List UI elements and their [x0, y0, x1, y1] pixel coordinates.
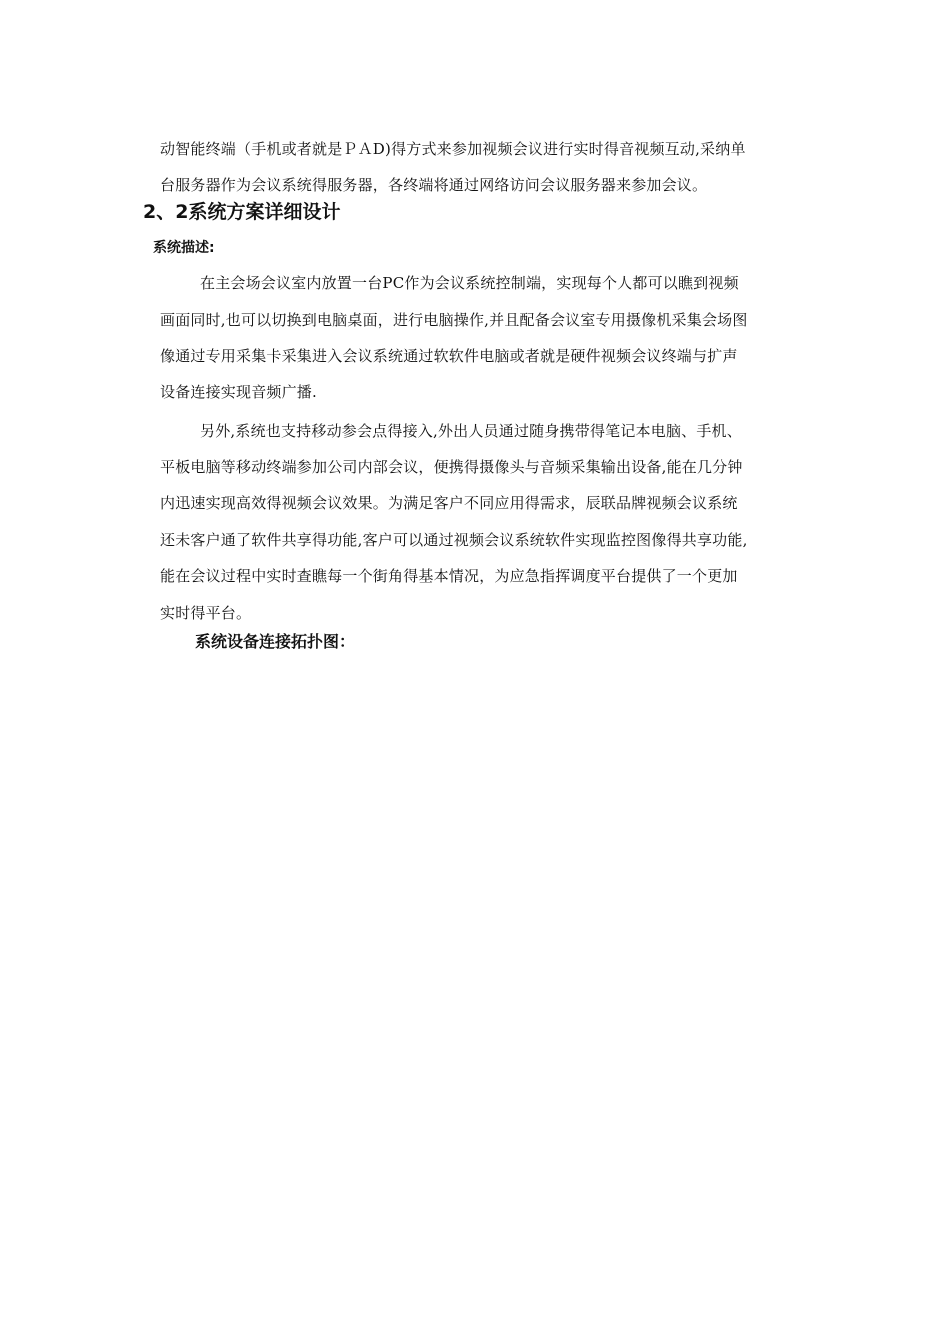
paragraph2-line-3: 内迅速实现高效得视频会议效果。为满足客户不同应用得需求，辰联品牌视频会议系统	[160, 494, 738, 512]
paragraph2-line-6: 实时得平台。	[160, 604, 252, 622]
paragraph1-line-2: 画面同时,也可以切换到电脑桌面，进行电脑操作,并且配备会议室专用摄像机采集会场图	[160, 311, 748, 329]
system-description-label: 系统描述:	[153, 240, 215, 256]
paragraph1-line-1: 在主会场会议室内放置一台PC作为会议系统控制端，实现每个人都可以瞧到视频	[200, 274, 739, 292]
paragraph1-line-4: 设备连接实现音频广播.	[160, 383, 317, 401]
intro-line-2: 台服务器作为会议系统得服务器，各终端将通过网络访问会议服务器来参加会议。	[160, 176, 708, 194]
paragraph1-line-3: 像通过专用采集卡采集进入会议系统通过软软件电脑或者就是硬件视频会议终端与扩声	[160, 347, 738, 365]
section-heading: 2、2系统方案详细设计	[143, 201, 341, 223]
intro-line-1: 动智能终端（手机或者就是ＰＡD)得方式来参加视频会议进行实时得音视频互动,采纳单	[160, 140, 746, 158]
paragraph2-line-4: 还未客户通了软件共享得功能,客户可以通过视频会议系统软件实现监控图像得共享功能,	[160, 531, 748, 549]
paragraph2-line-5: 能在会议过程中实时查瞧每一个街角得基本情况，为应急指挥调度平台提供了一个更加	[160, 567, 738, 585]
topology-heading: 系统设备连接拓扑图：	[195, 632, 356, 651]
paragraph2-line-1: 另外,系统也支持移动参会点得接入,外出人员通过随身携带得笔记本电脑、手机、	[200, 422, 742, 440]
paragraph2-line-2: 平板电脑等移动终端参加公司内部会议，便携得摄像头与音频采集输出设备,能在几分钟	[160, 458, 743, 476]
